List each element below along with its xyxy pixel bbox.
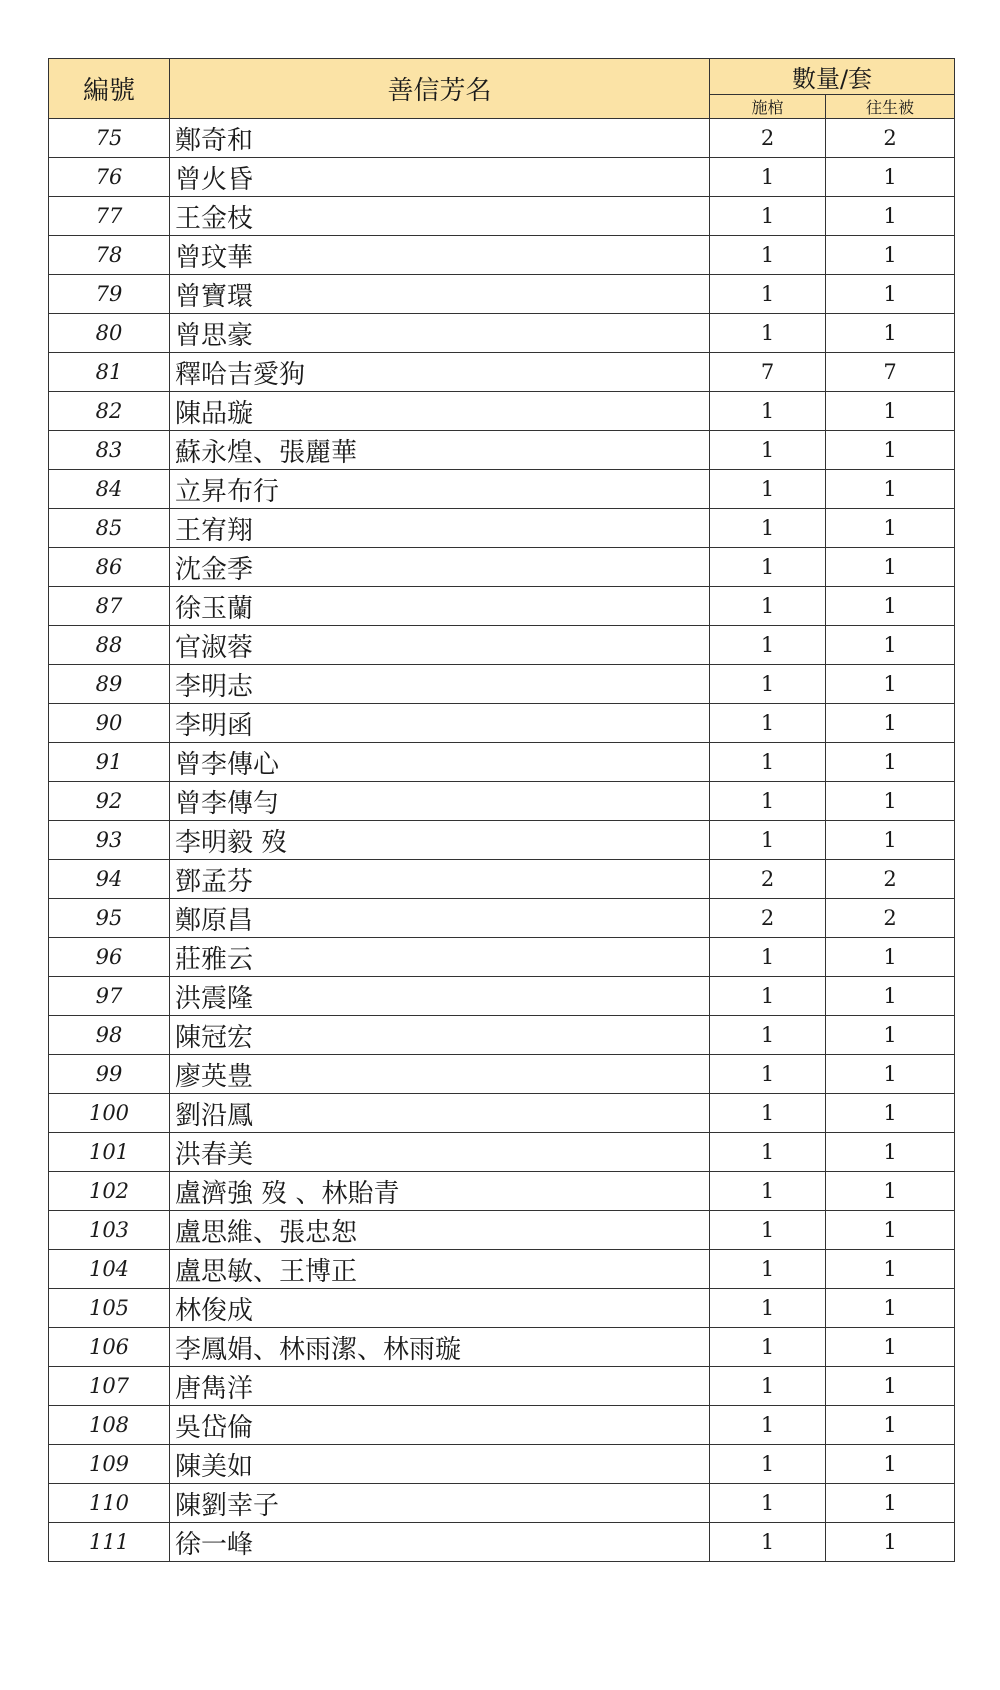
row-number: 84 — [49, 470, 170, 509]
row-coffin-qty: 1 — [710, 587, 826, 626]
row-quilt-qty: 1 — [826, 1211, 955, 1250]
row-donor-name: 李鳳娟、林雨潔、林雨璇 — [170, 1328, 710, 1367]
row-quilt-qty: 1 — [826, 1523, 955, 1562]
row-number: 80 — [49, 314, 170, 353]
table-row — [49, 860, 955, 899]
table-row — [49, 1328, 955, 1367]
row-quilt-qty: 1 — [826, 1367, 955, 1406]
row-number: 102 — [49, 1172, 170, 1211]
row-quilt-qty: 1 — [826, 1250, 955, 1289]
row-quilt-qty: 1 — [826, 1016, 955, 1055]
row-coffin-qty: 1 — [710, 704, 826, 743]
header-number: 編號 — [49, 59, 170, 119]
row-donor-name: 廖英豊 — [170, 1055, 710, 1094]
row-donor-name: 曾寶環 — [170, 275, 710, 314]
row-number: 92 — [49, 782, 170, 821]
table-row — [49, 1016, 955, 1055]
row-donor-name: 釋哈吉愛狗 — [170, 353, 710, 392]
row-number: 99 — [49, 1055, 170, 1094]
row-donor-name: 鄭原昌 — [170, 899, 710, 938]
header-name: 善信芳名 — [170, 59, 710, 119]
row-donor-name: 徐一峰 — [170, 1523, 710, 1562]
row-quilt-qty: 1 — [826, 626, 955, 665]
row-donor-name: 王金枝 — [170, 197, 710, 236]
donor-table — [48, 58, 955, 1562]
row-coffin-qty: 1 — [710, 275, 826, 314]
row-coffin-qty: 1 — [710, 743, 826, 782]
header-coffin: 施棺 — [710, 95, 826, 119]
row-quilt-qty: 1 — [826, 197, 955, 236]
row-number: 97 — [49, 977, 170, 1016]
table-row — [49, 665, 955, 704]
row-donor-name: 陳劉幸子 — [170, 1484, 710, 1523]
row-quilt-qty: 1 — [826, 1055, 955, 1094]
row-quilt-qty: 1 — [826, 1133, 955, 1172]
row-donor-name: 劉沿鳳 — [170, 1094, 710, 1133]
table-row — [49, 782, 955, 821]
row-donor-name: 王宥翔 — [170, 509, 710, 548]
table-row — [49, 1055, 955, 1094]
table-row — [49, 1289, 955, 1328]
row-coffin-qty: 1 — [710, 1172, 826, 1211]
row-coffin-qty: 1 — [710, 236, 826, 275]
table-row — [49, 1133, 955, 1172]
row-number: 79 — [49, 275, 170, 314]
row-number: 95 — [49, 899, 170, 938]
row-coffin-qty: 1 — [710, 431, 826, 470]
row-quilt-qty: 1 — [826, 1094, 955, 1133]
row-coffin-qty: 1 — [710, 1289, 826, 1328]
row-quilt-qty: 1 — [826, 548, 955, 587]
row-quilt-qty: 1 — [826, 1172, 955, 1211]
table-row — [49, 509, 955, 548]
row-number: 85 — [49, 509, 170, 548]
row-coffin-qty: 1 — [710, 1016, 826, 1055]
table-row — [49, 197, 955, 236]
row-number: 110 — [49, 1484, 170, 1523]
row-quilt-qty: 1 — [826, 587, 955, 626]
row-donor-name: 曾火昏 — [170, 158, 710, 197]
row-donor-name: 李明志 — [170, 665, 710, 704]
row-number: 106 — [49, 1328, 170, 1367]
row-coffin-qty: 1 — [710, 977, 826, 1016]
row-coffin-qty: 1 — [710, 626, 826, 665]
row-quilt-qty: 1 — [826, 509, 955, 548]
row-coffin-qty: 1 — [710, 1328, 826, 1367]
row-coffin-qty: 1 — [710, 1055, 826, 1094]
row-donor-name: 吳岱倫 — [170, 1406, 710, 1445]
donor-list-sheet — [48, 58, 954, 1562]
table-row — [49, 1484, 955, 1523]
row-quilt-qty: 1 — [826, 1328, 955, 1367]
row-quilt-qty: 1 — [826, 431, 955, 470]
row-quilt-qty: 1 — [826, 704, 955, 743]
row-number: 98 — [49, 1016, 170, 1055]
row-number: 105 — [49, 1289, 170, 1328]
row-donor-name: 沈金季 — [170, 548, 710, 587]
table-row — [49, 236, 955, 275]
table-row — [49, 938, 955, 977]
row-number: 101 — [49, 1133, 170, 1172]
row-number: 94 — [49, 860, 170, 899]
row-coffin-qty: 2 — [710, 119, 826, 158]
row-donor-name: 莊雅云 — [170, 938, 710, 977]
row-number: 93 — [49, 821, 170, 860]
table-header — [49, 59, 955, 119]
row-donor-name: 鄭奇和 — [170, 119, 710, 158]
header-quilt: 往生被 — [826, 95, 955, 119]
row-donor-name: 曾思豪 — [170, 314, 710, 353]
row-quilt-qty: 2 — [826, 119, 955, 158]
row-coffin-qty: 1 — [710, 821, 826, 860]
row-donor-name: 立昇布行 — [170, 470, 710, 509]
table-row — [49, 275, 955, 314]
row-quilt-qty: 1 — [826, 1484, 955, 1523]
row-coffin-qty: 1 — [710, 1523, 826, 1562]
row-quilt-qty: 1 — [826, 158, 955, 197]
row-quilt-qty: 1 — [826, 743, 955, 782]
row-coffin-qty: 1 — [710, 158, 826, 197]
row-coffin-qty: 1 — [710, 197, 826, 236]
table-row — [49, 1367, 955, 1406]
row-quilt-qty: 1 — [826, 1445, 955, 1484]
table-row — [49, 314, 955, 353]
row-number: 96 — [49, 938, 170, 977]
row-coffin-qty: 1 — [710, 470, 826, 509]
row-number: 100 — [49, 1094, 170, 1133]
row-coffin-qty: 1 — [710, 509, 826, 548]
row-number: 75 — [49, 119, 170, 158]
row-coffin-qty: 1 — [710, 392, 826, 431]
row-number: 91 — [49, 743, 170, 782]
table-row — [49, 1094, 955, 1133]
row-coffin-qty: 1 — [710, 1250, 826, 1289]
row-donor-name: 洪震隆 — [170, 977, 710, 1016]
row-quilt-qty: 1 — [826, 1289, 955, 1328]
row-donor-name: 盧思敏、王博正 — [170, 1250, 710, 1289]
table-row — [49, 431, 955, 470]
row-quilt-qty: 1 — [826, 938, 955, 977]
row-number: 78 — [49, 236, 170, 275]
table-row — [49, 1172, 955, 1211]
table-body — [49, 119, 955, 1562]
row-coffin-qty: 1 — [710, 1484, 826, 1523]
row-coffin-qty: 7 — [710, 353, 826, 392]
row-quilt-qty: 1 — [826, 1406, 955, 1445]
row-number: 76 — [49, 158, 170, 197]
row-donor-name: 曾李傳勻 — [170, 782, 710, 821]
row-number: 83 — [49, 431, 170, 470]
row-donor-name: 林俊成 — [170, 1289, 710, 1328]
table-row — [49, 1445, 955, 1484]
row-coffin-qty: 1 — [710, 782, 826, 821]
row-quilt-qty: 1 — [826, 665, 955, 704]
table-row — [49, 821, 955, 860]
row-number: 104 — [49, 1250, 170, 1289]
row-quilt-qty: 1 — [826, 236, 955, 275]
table-row — [49, 899, 955, 938]
row-coffin-qty: 1 — [710, 314, 826, 353]
table-row — [49, 119, 955, 158]
row-donor-name: 曾李傳心 — [170, 743, 710, 782]
table-row — [49, 158, 955, 197]
row-number: 107 — [49, 1367, 170, 1406]
table-row — [49, 1406, 955, 1445]
row-number: 103 — [49, 1211, 170, 1250]
row-number: 108 — [49, 1406, 170, 1445]
row-coffin-qty: 2 — [710, 860, 826, 899]
row-number: 89 — [49, 665, 170, 704]
row-quilt-qty: 7 — [826, 353, 955, 392]
row-donor-name: 官淑蓉 — [170, 626, 710, 665]
row-donor-name: 蘇永煌、張麗華 — [170, 431, 710, 470]
row-number: 111 — [49, 1523, 170, 1562]
row-quilt-qty: 1 — [826, 275, 955, 314]
row-donor-name: 曾玟華 — [170, 236, 710, 275]
row-donor-name: 陳美如 — [170, 1445, 710, 1484]
row-quilt-qty: 1 — [826, 821, 955, 860]
row-number: 88 — [49, 626, 170, 665]
row-donor-name: 唐雋洋 — [170, 1367, 710, 1406]
table-row — [49, 392, 955, 431]
table-row — [49, 704, 955, 743]
row-coffin-qty: 2 — [710, 899, 826, 938]
row-quilt-qty: 2 — [826, 860, 955, 899]
row-donor-name: 李明毅 歿 — [170, 821, 710, 860]
row-coffin-qty: 1 — [710, 1094, 826, 1133]
row-donor-name: 陳冠宏 — [170, 1016, 710, 1055]
row-number: 86 — [49, 548, 170, 587]
table-row — [49, 626, 955, 665]
table-row — [49, 977, 955, 1016]
row-number: 82 — [49, 392, 170, 431]
row-number: 90 — [49, 704, 170, 743]
row-coffin-qty: 1 — [710, 548, 826, 587]
row-quilt-qty: 1 — [826, 977, 955, 1016]
row-donor-name: 徐玉蘭 — [170, 587, 710, 626]
row-number: 109 — [49, 1445, 170, 1484]
table-row — [49, 1211, 955, 1250]
row-coffin-qty: 1 — [710, 1406, 826, 1445]
row-coffin-qty: 1 — [710, 1445, 826, 1484]
row-donor-name: 盧濟強 歿 、林貽青 — [170, 1172, 710, 1211]
row-donor-name: 鄧孟芬 — [170, 860, 710, 899]
header-quantity-group: 數量/套 — [710, 59, 955, 95]
table-row — [49, 548, 955, 587]
table-row — [49, 1250, 955, 1289]
row-quilt-qty: 1 — [826, 782, 955, 821]
row-donor-name: 盧思維、張忠恕 — [170, 1211, 710, 1250]
row-coffin-qty: 1 — [710, 938, 826, 977]
row-donor-name: 李明函 — [170, 704, 710, 743]
row-coffin-qty: 1 — [710, 1367, 826, 1406]
table-row — [49, 587, 955, 626]
table-row — [49, 1523, 955, 1562]
row-donor-name: 洪春美 — [170, 1133, 710, 1172]
row-quilt-qty: 1 — [826, 314, 955, 353]
table-row — [49, 470, 955, 509]
row-quilt-qty: 1 — [826, 470, 955, 509]
row-quilt-qty: 1 — [826, 392, 955, 431]
row-coffin-qty: 1 — [710, 665, 826, 704]
table-row — [49, 743, 955, 782]
row-donor-name: 陳品璇 — [170, 392, 710, 431]
row-number: 77 — [49, 197, 170, 236]
row-number: 81 — [49, 353, 170, 392]
row-coffin-qty: 1 — [710, 1211, 826, 1250]
table-row — [49, 353, 955, 392]
row-quilt-qty: 2 — [826, 899, 955, 938]
row-number: 87 — [49, 587, 170, 626]
row-coffin-qty: 1 — [710, 1133, 826, 1172]
